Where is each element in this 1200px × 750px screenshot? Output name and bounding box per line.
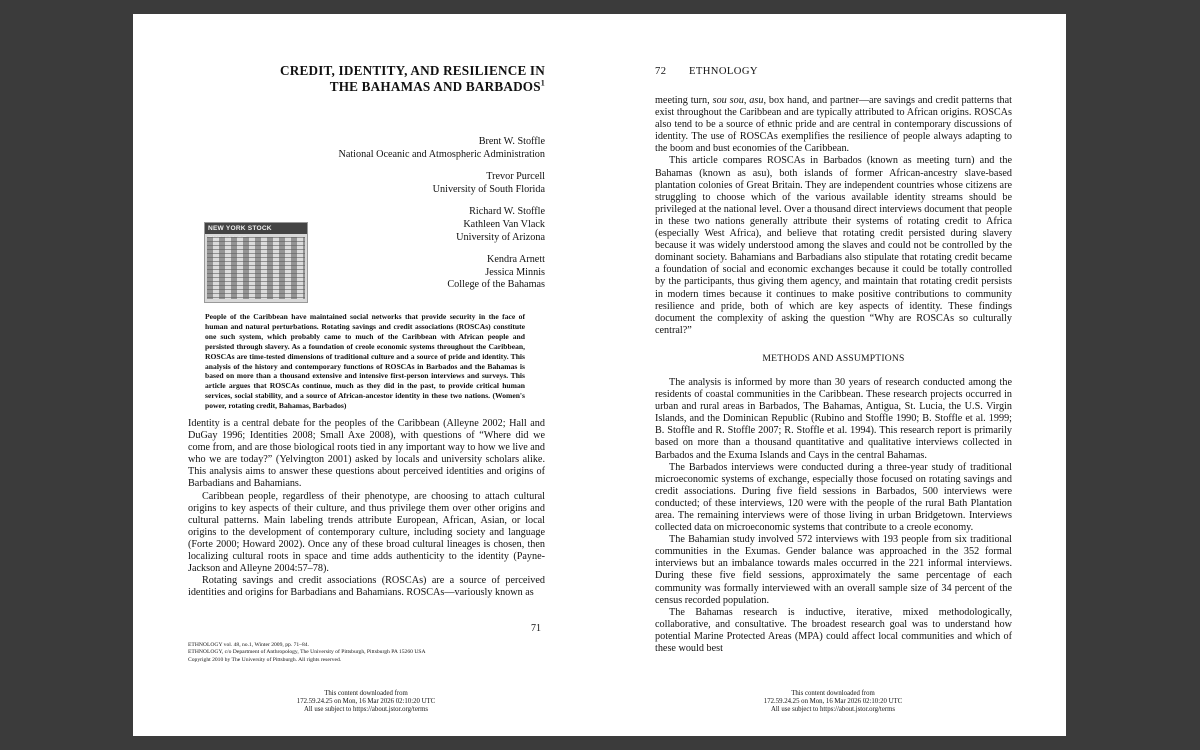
paragraph [655, 95, 1012, 155]
download-notice [600, 690, 1066, 715]
footnote-line: ETHNOLOGY vol. 48, no.1, Winter 2009, pp. 71–84. [188, 642, 309, 648]
paragraph: Caribbean people, regardless of their phenotype, are choosing to attach cultural origins to key aspects of their culture, and thus privilege them over other origins and cultural patterns. Main labeling trends attribute European, African, Asian, or local origins to the development of contemporary culture, including society and language (Forte 2000; Howard 2002). Once any of these broad cultural lineages is chosen, then localizing cultural roots in space and time adds authenticity to the identity (Payne-Jackson and Alleyne 2004:57–78). [188, 490, 545, 575]
body-text-right [655, 95, 1012, 655]
title-note-marker: 1 [540, 78, 545, 88]
author-name: Trevor Purcell [486, 171, 545, 183]
author-affiliation: University of Arizona [456, 231, 545, 243]
publication-footnote [188, 642, 528, 664]
author-name: Kendra Arnett [487, 254, 545, 266]
stock-listing-image [204, 222, 308, 303]
paragraph: The analysis is informed by more than 30 years of research conducted among the residents of coastal communities in the Caribbean. These research projects occurred in urban and rural areas in Barbados, The Bahamas, Antigua, St. Lucia, the U.S. Virgin Islands, and the Dominican Republic (Rubino and Stoffle 1990; B. Stoffle et al. 1999; B. Stoffle and R. Stoffle 2007; R. Stoffle et al. 1994). This research report is primarily based on more than a thousand quantitative and qualitative interviews collected in Barbados and the Exuma Islands and Cays in the central Bahamas. [655, 376, 1012, 461]
author-name: Jessica Minnis [485, 266, 545, 278]
download-line: All use subject to https://about.jstor.org/terms [303, 706, 429, 714]
paragraph: Rotating savings and credit associations (ROSCAs) are a source of perceived identities and origins for Barbadians and Bahamians. ROSCAs—variously known as [188, 575, 545, 599]
author-list [285, 136, 545, 302]
download-line: This content downloaded from [791, 690, 875, 697]
author-group [285, 254, 545, 292]
download-notice [133, 690, 599, 715]
body-text-left [188, 418, 545, 599]
download-line: 172.59.24.25 on Mon, 16 Mar 2026 02:10:20 UTC [763, 698, 903, 706]
author-affiliation: National Oceanic and Atmospheric Administration [338, 148, 545, 160]
title-line-1: CREDIT, IDENTITY, AND RESILIENCE IN [280, 63, 545, 78]
author-group [285, 206, 545, 244]
paragraph-text: , [743, 95, 750, 106]
paragraph: The Bahamian study involved 572 interviews with 193 people from six traditional communities in the Exumas. Gender balance was approached in the 352 formal interviews but an imbalance towards males occurred in the 221 informal interviews. During these five field sessions, approximately the same percentage of each community was formally interviewed with an overall sample size of 34 percent of the census recorded population. [655, 534, 1012, 606]
italic-term: asu [749, 95, 764, 106]
page-spread [133, 14, 1066, 736]
page-number: 71 [531, 623, 541, 634]
author-name: Brent W. Stoffle [478, 136, 545, 147]
paragraph: The Bahamas research is inductive, iterative, mixed methodologically, collaborative, and consultative. The broadest research goal was to understand how potential Marine Protected Areas (MPA) could affect local communities and which of these would best [655, 606, 1012, 655]
stock-column-texture [207, 237, 305, 299]
author-group [285, 136, 545, 161]
author-affiliation: University of South Florida [432, 183, 545, 195]
running-head-title: ETHNOLOGY [689, 66, 758, 77]
download-line: 172.59.24.25 on Mon, 16 Mar 2026 02:10:20 UTC [296, 698, 436, 706]
author-name: Kathleen Van Vlack [463, 218, 545, 230]
running-head-page-number: 72 [655, 66, 667, 77]
stock-image-header: NEW YORK STOCK [205, 223, 307, 234]
right-page [600, 14, 1066, 736]
footnote-line: Copyright 2010 by The University of Pittsburgh. All rights reserved. [188, 656, 342, 663]
footnote-line: ETHNOLOGY, c/o Department of Anthropology, The University of Pittsburgh, Pittsburgh PA 15260 USA [188, 649, 426, 656]
left-page [133, 14, 599, 736]
paragraph: Identity is a central debate for the peoples of the Caribbean (Alleyne 2002; Hall and DuGay 1996; Identities 2008; Small Axe 2008), with questions of “Where did we come from, and are those biological roots tied in any important way to how we live and who we are today?” (Yelvington 2001) asked by locals and university scholars alike. This analysis aims to answer these questions about perceived identities and origins of Barbadians and Bahamians. [188, 418, 545, 490]
author-group [285, 171, 545, 196]
author-affiliation: College of the Bahamas [447, 279, 545, 291]
abstract: People of the Caribbean have maintained social networks that provide security in the face of human and natural perturbations. Rotating savings and credit associations (ROSCAs) constitute one such system, which probably came to much of the Caribbean with African people and persisted through slavery. As a foundation of creole economic systems throughout the Caribbean, ROSCAs are time-tested dimensions of traditional culture and a source of pride and identity. This analysis of the history and contemporary functions of ROSCAs in Barbados and the Bahamas is based on more than a thousand extensive and intensive first-person interviews and surveys. This article argues that ROSCAs continue, much as they did in the past, to provide critical human services, social stability, and a source of African-ancestor identity in these two nations. (Women's power, rotating credit, Bahamas, Barbados) [205, 312, 525, 411]
paragraph: The Barbados interviews were conducted during a three-year study of traditional microeconomic systems of exchange, especially those focused on rotating savings and credit associations. During five field sessions in Barbados, 500 interviews were conducted; of these interviews, 120 were with the people of the rural Bath Plantation area. The remaining interviews were of those living in urban Bridgetown. Interviews collected data on microeconomic systems that contribute to a creole economy. [655, 461, 1012, 534]
title-line-2 [233, 79, 545, 95]
title-line-2-text: THE BAHAMAS AND BARBADOS [329, 78, 541, 94]
paragraph: This article compares ROSCAs in Barbados (known as meeting turn) and the Bahamas (known as asu), both islands of former African-ancestry slave-based plantation colonies of Great Britain. They are independent countries whose citizens are struggling to choose which of the various available identity streams should be privileged at the national level. Over a thousand direct interviews document that people in these two nations generally attribute their systems of rotating credit to Africa (especially West Africa), and believe that rotating credit persisted during slavery because it was widely understood among the slaves and could not be controlled by the dominant society. Bahamians and Barbadians also stipulate that rotating credit became a foundation of social and economic exchanges because it could be totally controlled by the participants, thus giving them agency, and maintain that rotating credit persists in modern times because it continues to make positive contributions to community resilience and pride, both of which are key aspects of identity. These findings document the complexity of asking the question “Why are ROSCAs so culturally central?” [655, 155, 1012, 336]
article-title [233, 63, 545, 94]
section-heading: METHODS AND ASSUMPTIONS [762, 352, 905, 364]
download-line: All use subject to https://about.jstor.org/terms [770, 706, 896, 714]
paragraph-text: , box hand, and partner—are savings and credit patterns that exist throughout the Caribbean and are typically attributed to African origins. ROSCAs also tend to be a source of ethnic pride and are central in contemporary discussions of identity. The use of ROSCAs exemplifies the resilience of people always adapting to the boom and bust economies of the Caribbean. [655, 95, 1012, 155]
download-line: This content downloaded from [324, 690, 408, 697]
paragraph-text: meeting turn, [655, 95, 713, 106]
italic-term: sou sou [712, 95, 744, 106]
author-name: Richard W. Stoffle [469, 206, 545, 218]
running-head [655, 66, 758, 77]
